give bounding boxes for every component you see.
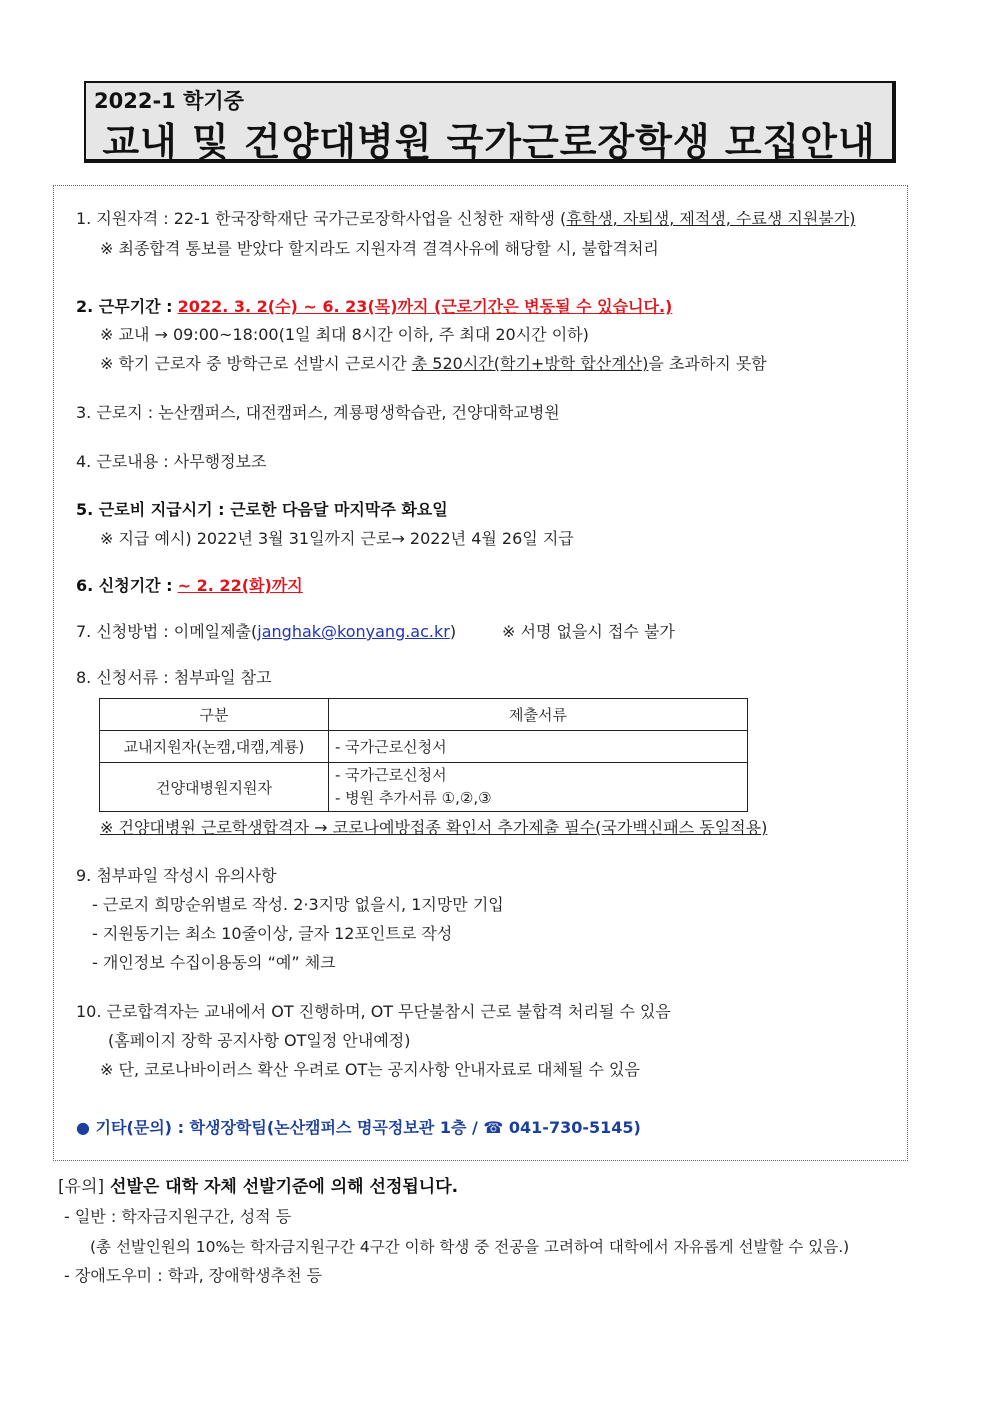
table-header-docs: 제출서류 (329, 699, 748, 731)
contact-line: ● 기타(문의) : 학생장학팀(논산캠퍼스 명곡정보관 1층 / ☎ 041-730-5145) (76, 1118, 641, 1137)
item-10-note: ※ 단, 코로나바이러스 확산 우려로 OT는 공지사항 안내자료로 대체될 수 있음 (100, 1060, 640, 1079)
table-header-type: 구분 (100, 699, 329, 731)
table-row (100, 763, 748, 812)
table-cell-docs: - 국가근로신청서 (329, 731, 748, 763)
documents-table (99, 698, 748, 812)
table-cell-type: 교내지원자(논캠,대캠,계룡) (100, 731, 329, 763)
table-cell-type: 건양대병원지원자 (100, 763, 329, 812)
table-header-row (100, 699, 748, 731)
item-10-orientation: 10. 근로합격자는 교내에서 OT 진행하며, OT 무단불참시 근로 불합격 처리될 수 있음 (76, 1002, 671, 1021)
item-2-work-period: 2. 근무기간 : 2022. 3. 2(수) ~ 6. 23(목)까지 (근로기간은 변동될 수 있습니다.) (76, 297, 673, 316)
title-subtitle: 2022-1 학기중 (94, 89, 244, 113)
title-box (84, 81, 896, 163)
item-7-application-method: 7. 신청방법 : 이메일제출(janghak@konyang.ac.kr) (76, 622, 457, 641)
item-6-application-period: 6. 신청기간 : ~ 2. 22(화)까지 (76, 576, 303, 595)
item-5-note: ※ 지급 예시) 2022년 3월 31일까지 근로→ 2022년 4월 26일 지급 (100, 529, 574, 548)
item-9-bullet-2: - 지원동기는 최소 10줄이상, 글자 12포인트로 작성 (92, 924, 453, 943)
table-row (100, 731, 748, 763)
item-9-attachment-notes: 9. 첨부파일 작성시 유의사항 (76, 866, 277, 885)
item-9-bullet-3: - 개인정보 수집이용동의 “예” 체크 (92, 953, 336, 972)
item-8-documents: 8. 신청서류 : 첨부파일 참고 (76, 668, 272, 687)
item-4-work-content: 4. 근로내용 : 사무행정보조 (76, 452, 267, 471)
item-1-note: ※ 최종합격 통보를 받았다 할지라도 지원자격 결격사유에 해당할 시, 불합격처리 (100, 239, 659, 258)
table-cell-docs: - 국가근로신청서 - 병원 추가서류 ①,②,③ (329, 763, 748, 812)
item-3-workplace: 3. 근로지 : 논산캠퍼스, 대전캠퍼스, 계룡평생학습관, 건양대학교병원 (76, 403, 560, 422)
item-1-eligibility: 1. 지원자격 : 22-1 한국장학재단 국가근로장학사업을 신청한 재학생 (휴학생, 자퇴생, 제적생, 수료생 지원불가) (76, 209, 856, 228)
title-main: 교내 및 건양대병원 국가근로장학생 모집안내 (102, 120, 876, 164)
item-8-note: ※ 건양대병원 근로학생합격자 → 코로나예방접종 확인서 추가제출 필수(국가백신패스 동일적용) (100, 818, 768, 837)
item-9-bullet-1: - 근로지 희망순위별로 작성. 2·3지망 없을시, 1지망만 기입 (92, 895, 504, 914)
email-link[interactable]: janghak@konyang.ac.kr (257, 622, 450, 641)
notice-general-note: (총 선발인원의 10%는 학자금지원구간 4구간 이하 학생 중 전공을 고려하여 대학에서 자유롭게 선발할 수 있음.) (90, 1238, 850, 1256)
notice-general: - 일반 : 학자금지원구간, 성적 등 (64, 1207, 292, 1226)
item-5-pay-date: 5. 근로비 지급시기 : 근로한 다음달 마지막주 화요일 (76, 500, 448, 519)
item-7-note: ※ 서명 없을시 접수 불가 (502, 622, 675, 641)
item-2-note-2: ※ 학기 근로자 중 방학근로 선발시 근로시간 총 520시간(학기+방학 합산계산)을 초과하지 못함 (100, 354, 767, 373)
notice-heading: [유의] 선발은 대학 자체 선발기준에 의해 선정됩니다. (58, 1177, 459, 1197)
notice-disabled: - 장애도우미 : 학과, 장애학생추천 등 (64, 1266, 323, 1285)
item-10-sub: (홈페이지 장학 공지사항 OT일정 안내예정) (108, 1031, 411, 1050)
item-2-note-1: ※ 교내 → 09:00~18:00(1일 최대 8시간 이하, 주 최대 20시간 이하) (100, 325, 589, 344)
bullet-icon: ● (76, 1118, 90, 1137)
